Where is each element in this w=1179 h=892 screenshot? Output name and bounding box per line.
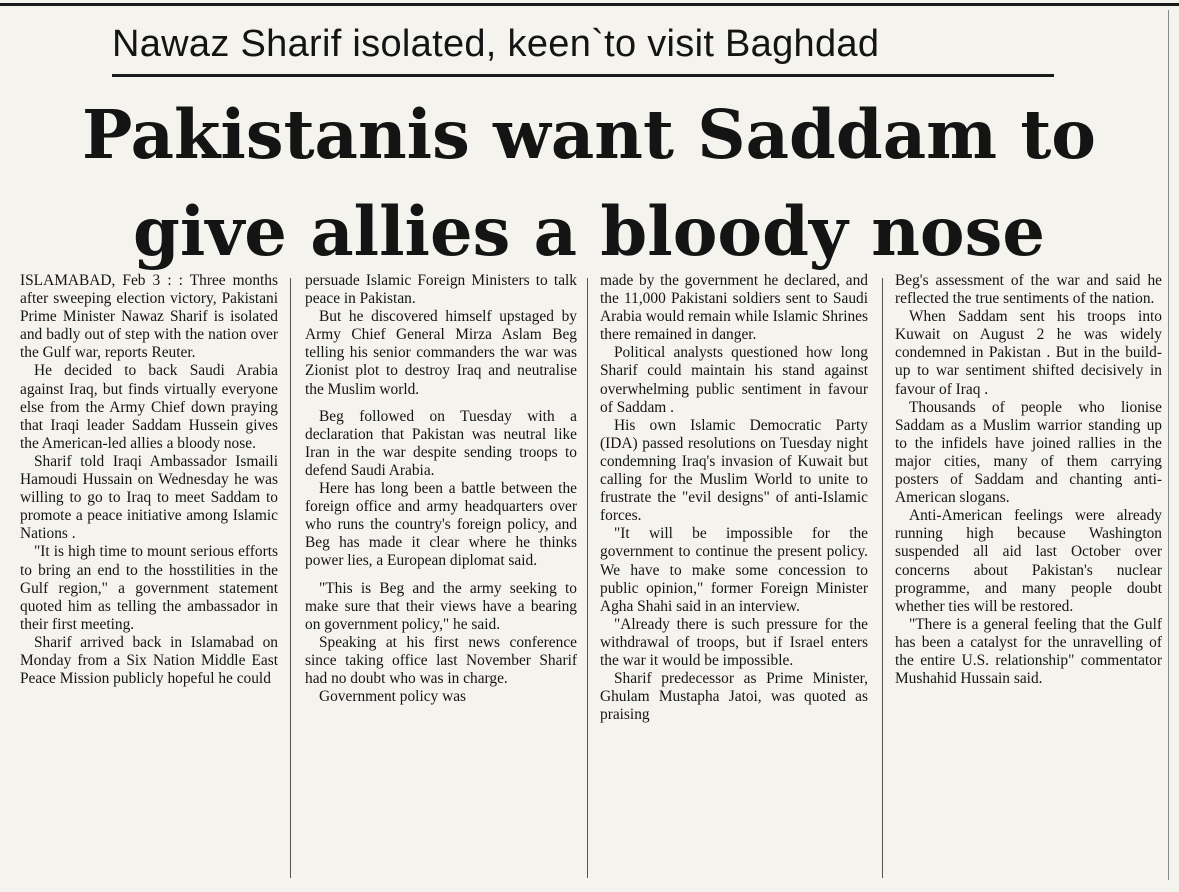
paragraph: Sharif predecessor as Prime Minister, Ghulam Mustapha Jatoi, was quoted as praising — [600, 670, 868, 724]
headline-line-1: Pakistanis want Saddam to — [82, 95, 1096, 174]
main-headline — [14, 86, 1164, 280]
clipping-edge — [1168, 10, 1169, 880]
paragraph: Speaking at his first news conference since taking office last November Sharif had no doubt who was in charge. — [305, 633, 577, 687]
paragraph: When Saddam sent his troops into Kuwait on August 2 he was widely condemned in Pakistan . But in the build-up to war sentiment shifted decisively in favour of Iraq . — [895, 308, 1162, 398]
paragraph: "There is a general feeling that the Gulf has been a catalyst for the unravelling of the entire U.S. relationship" commentator Mushahid Hussain said. — [895, 615, 1162, 688]
paragraph: Sharif arrived back in Islamabad on Monday from a Six Nation Middle East Peace Mission publicly hopeful he could — [20, 633, 278, 688]
paragraph: ISLAMABAD, Feb 3 : : Three months after sweeping election victory, Pakistani Prime Minister Nawaz Sharif is isolated and badly out of step with the nation over the Gulf war, reports Reuter. — [20, 272, 278, 362]
article-column-4 — [895, 272, 1162, 880]
article-column-3 — [600, 272, 868, 880]
top-rule — [0, 3, 1179, 6]
paragraph: But he discovered himself upstaged by Army Chief General Mirza Aslam Beg telling his senior commanders the war was Zionist plot to destroy Iraq and neutralise the Muslim world. — [305, 308, 577, 398]
paragraph: Government policy was — [319, 688, 467, 706]
headline-line-2: give allies a bloody nose — [133, 192, 1045, 271]
paragraph: Political analysts questioned how long Sharif could maintain his stand against overwhelming public sentiment in favour of Saddam . — [600, 344, 868, 416]
paragraph: Sharif told Iraqi Ambassador Ismaili Hamoudi Hussain on Wednesday he was willing to go to Iraq to meet Saddam to promote a peace initiative among Islamic Nations . — [20, 452, 278, 543]
paragraph: "It is high time to mount serious efforts to bring an end to the hosstilities in the Gulf region," a government statement quoted him as telling the ambassador in their first meeting. — [20, 543, 278, 633]
paragraph: Anti-American feelings were already running high because Washington suspended all aid last October over concerns about Pakistan's nuclear programme, and many people doubt whether ties will be restored. — [895, 507, 1162, 615]
paragraph: "Already there is such pressure for the withdrawal of troops, but if Israel enters the war it would be impossible. — [600, 615, 868, 669]
paragraph: "This is Beg and the army seeking to make sure that their views have a bearing on government policy," he said. — [305, 579, 577, 633]
paragraph: Thousands of people who lionise Saddam as a Muslim warrior standing up to the infidels have joined rallies in the major cities, many of them carrying posters of Saddam and chanting anti-American slogans. — [895, 398, 1162, 507]
paragraph: He decided to back Saudi Arabia against Iraq, but finds virtually everyone else from the Army Chief down praying that Iraqi leader Saddam Hussein gives the American-led allies a bloody nose. — [20, 362, 278, 452]
paragraph: "It will be impossible for the government to continue the present policy. We have to make some concession to public opinion," former Foreign Minister Agha Shahi said in an interview. — [600, 525, 868, 615]
column-rule — [290, 278, 291, 878]
paragraph: Beg's assessment of the war and said he reflected the true sentiments of the nation. — [895, 272, 1162, 308]
article-column-1 — [20, 272, 278, 880]
kicker-headline: Nawaz Sharif isolated, keen`to visit Baghdad — [112, 23, 880, 65]
paragraph: His own Islamic Democratic Party (IDA) passed resolutions on Tuesday night condemning Iraq's invasion of Kuwait but calling for the Muslim World to unite to frustrate the "evil designs" of anti-Islamic forces. — [600, 416, 868, 525]
paragraph: Beg followed on Tuesday with a declaration that Pakistan was neutral like Iran in the war despite sending troops to defend Saudi Arabia. — [305, 407, 577, 479]
paragraph: made by the government he declared, and the 11,000 Pakistani soldiers sent to Saudi Arabia would remain while Islamic Shrines there remained in danger. — [600, 272, 868, 344]
paragraph: Here has long been a battle between the foreign office and army headquarters over who runs the country's foreign policy, and Beg has made it clear where he thinks power lies, a European diplomat said. — [305, 480, 577, 570]
paragraph: persuade Islamic Foreign Ministers to talk peace in Pakistan. — [305, 272, 577, 308]
kicker-rule — [112, 74, 1054, 77]
article-column-2 — [305, 272, 577, 880]
column-rule — [882, 278, 883, 878]
column-rule — [587, 278, 588, 878]
